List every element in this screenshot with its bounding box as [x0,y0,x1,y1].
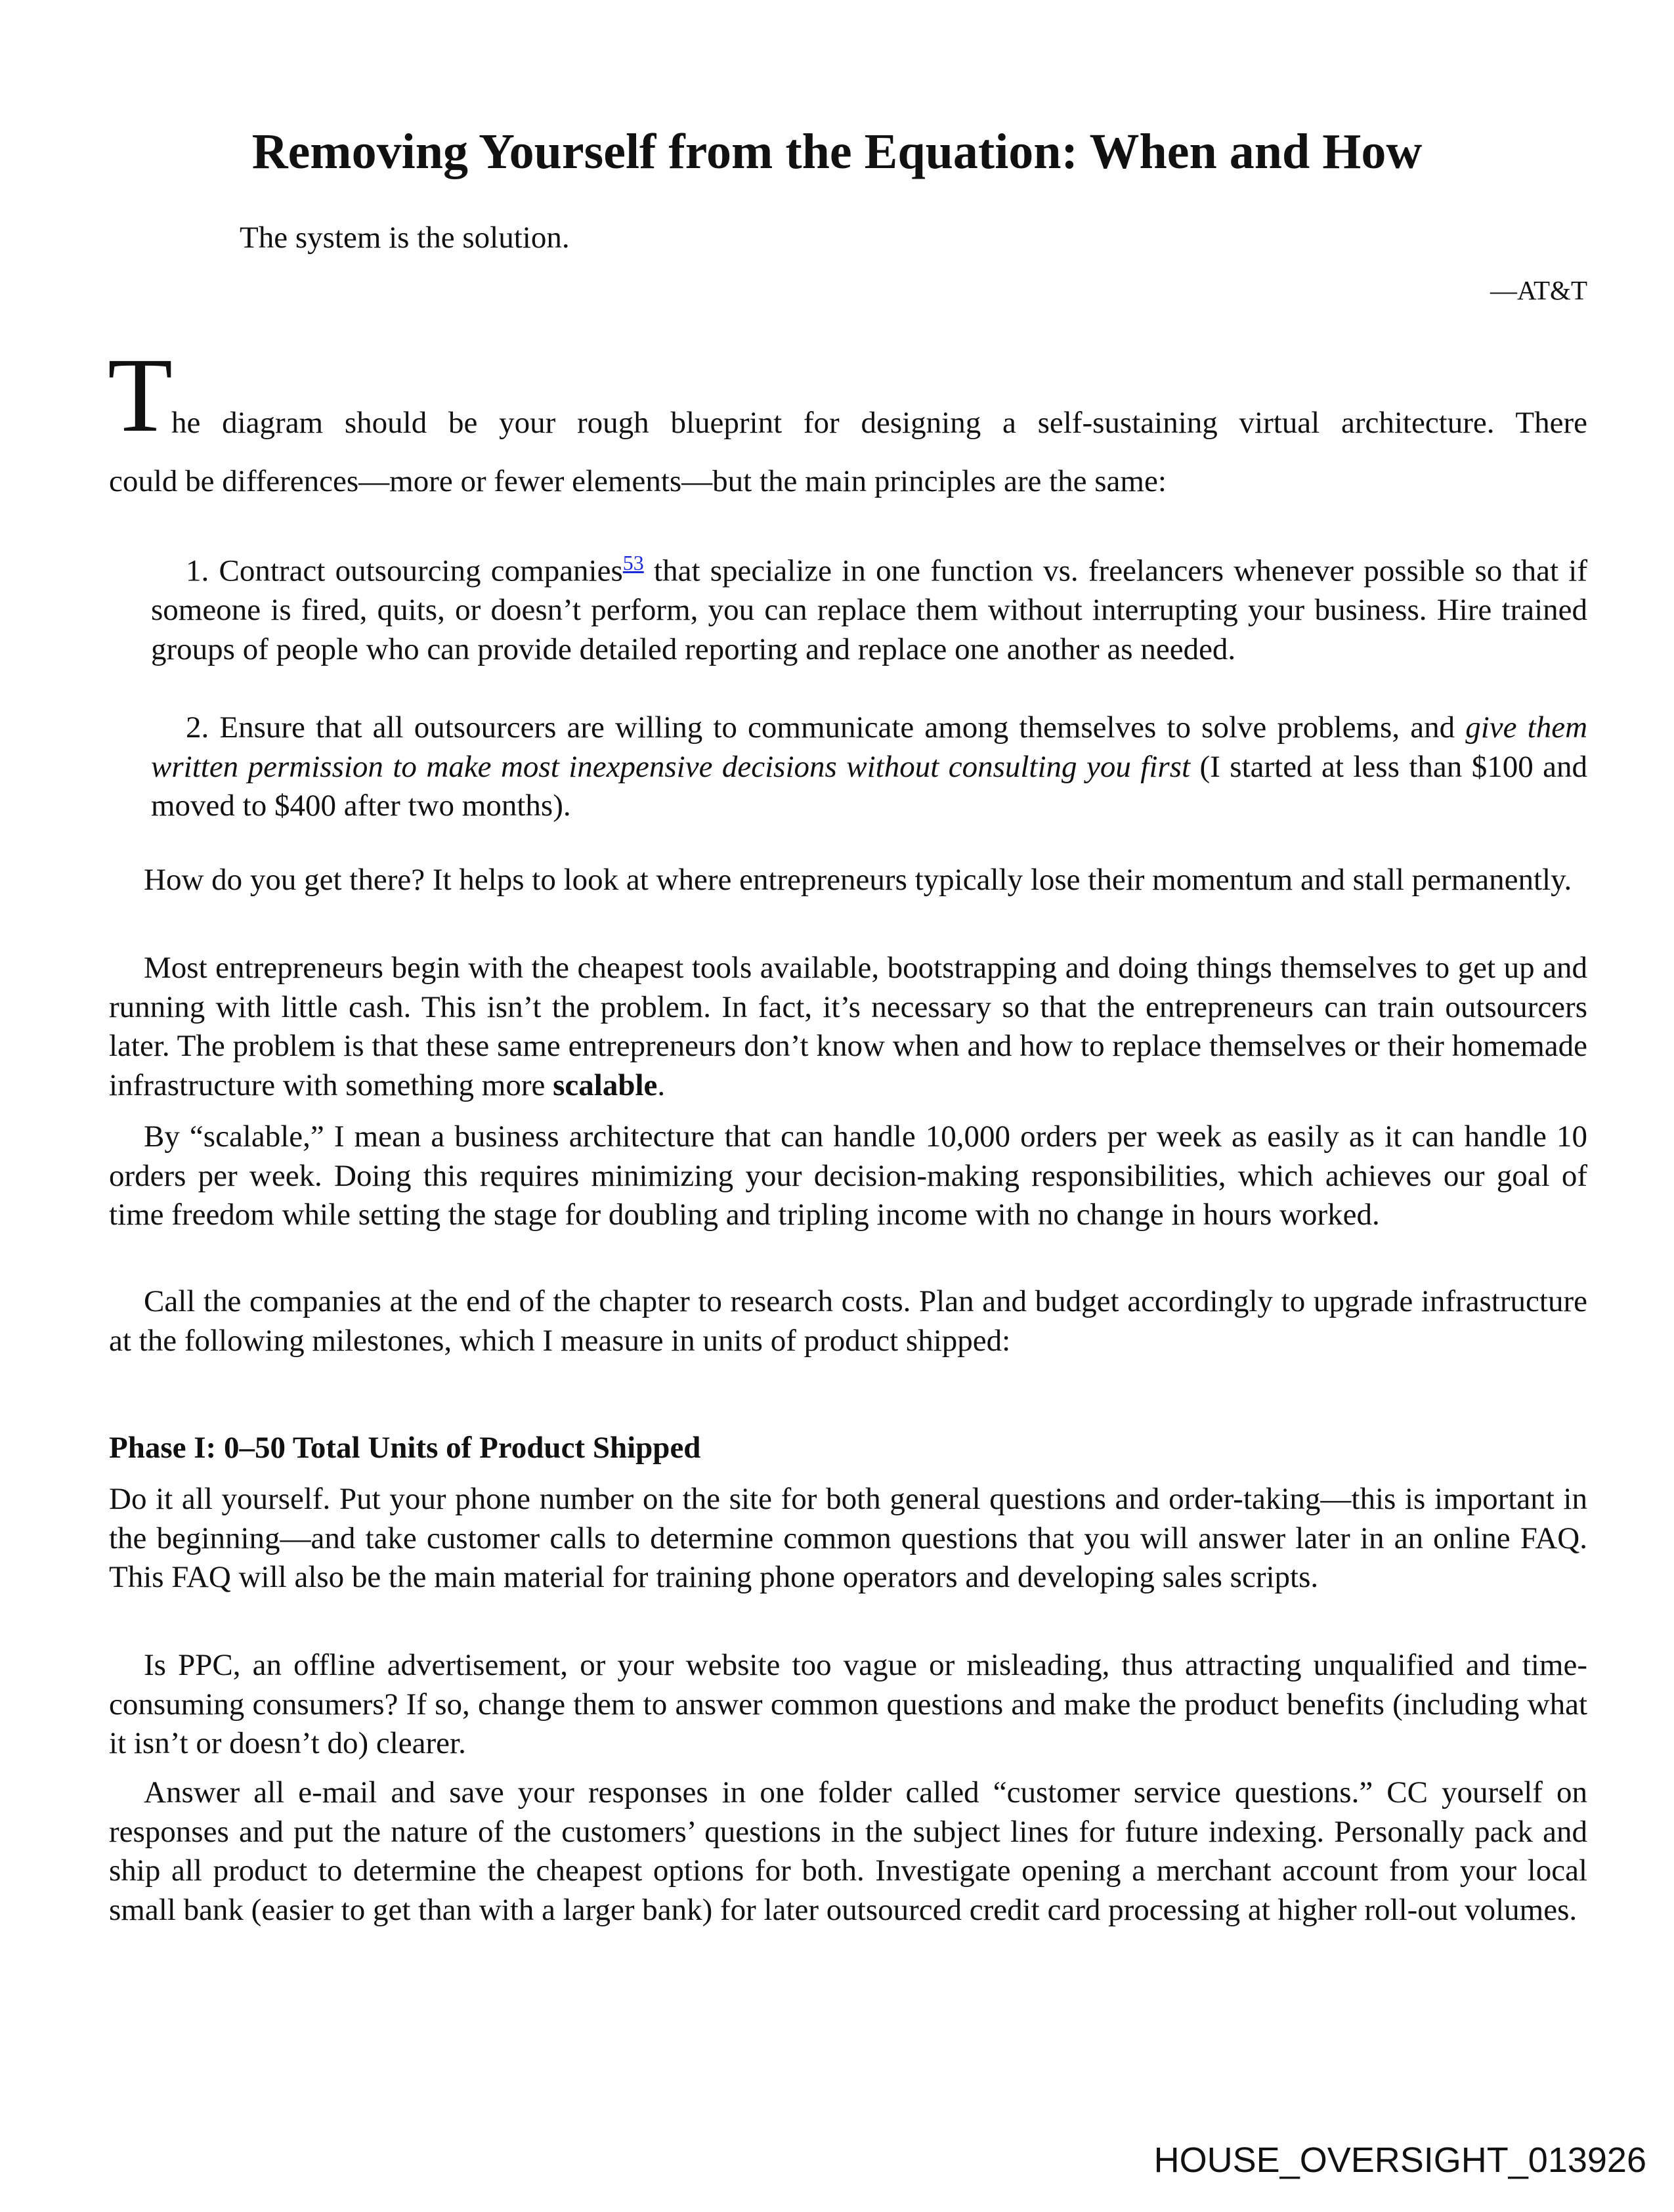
paragraph-most [109,949,1587,1105]
intro-line-2: could be differences—more or fewer elements—but the main principles are the same: [109,464,1167,498]
epigraph-quote: The system is the solution. [240,221,570,255]
emphasis-text: give them written permission to make most inexpensive decisions without consulting you first [151,710,1588,784]
paragraph-call: Call the companies at the end of the chapter to research costs. Plan and budget accordingly to upgrade infrastructure at the following milestones, which I measure in units of product shipped: [109,1284,1587,1358]
paragraph-phase1-2: Is PPC, an offline advertisement, or your website too vague or misleading, thus attracting unqualified and time-consuming consumers? If so, change them to answer common questions and make the product benefits (including what it isn’t or doesn’t do) clearer. [109,1648,1587,1760]
list-item-text: that specialize in one function vs. freelancers whenever possible so that if someone is fired, quits, or doesn’t perform, you can replace them without interrupting your business. Hire trained groups of people who can provide detailed reporting and replace one another as needed. [151,553,1587,666]
list-item [151,542,1587,669]
footnote-link[interactable]: 53 [622,551,644,575]
paragraph-text: Most entrepreneurs begin with the cheapest tools available, bootstrapping and doing things themselves to get up and running with little cash. This isn’t the problem. In fact, it’s necessary so that the entrepreneurs can train outsourcers later. The problem is that these same entrepreneurs don’t know when and how to replace themselves or their homemade infrastructure with something more [109,951,1587,1102]
paragraph-text: . [657,1068,666,1102]
epigraph-attribution: —AT&T [1490,275,1587,305]
paragraph-scalable: By “scalable,” I mean a business architecture that can handle 10,000 orders per week as easily as it can handle 10 orders per week. Doing this requires minimizing your decision-making responsibilities, which achieves our goal of time freedom while setting the stage for doubling and tripling income with no change in hours worked. [109,1119,1587,1232]
drop-cap: T [108,337,173,454]
list-item-text: 2. Ensure that all outsourcers are willing to communicate among themselves to solve problems, and [186,710,1466,745]
chapter-title: Removing Yourself from the Equation: When and How [251,124,1423,179]
section-heading: Phase I: 0–50 Total Units of Product Shipped [109,1431,701,1465]
intro-line-1: he diagram should be your rough blueprint for designing a self-sustaining virtual architecture. There [171,406,1587,440]
paragraph-phase1-1: Do it all yourself. Put your phone number on the site for both general questions and order-taking—this is important in the beginning—and take customer calls to determine common questions that you will answer later in an online FAQ. This FAQ will also be the main material for training phone operators and developing sales scripts. [109,1482,1587,1594]
bates-stamp: HOUSE_OVERSIGHT_013926 [1153,2140,1646,2180]
paragraph-how: How do you get there? It helps to look at where entrepreneurs typically lose their momentum and stall permanently. [144,863,1572,897]
list-item-text: (I started at less than $100 and moved to $400 after two months). [151,749,1588,823]
paragraph-phase1-3: Answer all e-mail and save your responses in one folder called “customer service questions.” CC yourself on responses and put the nature of the customers’ questions in the subject lines for future indexing. Personally pack and ship all product to determine the cheapest options for both. Investigate opening a merchant account from your local small bank (easier to get than with a larger bank) for later outsourced credit card processing at higher roll-out volumes. [109,1775,1587,1927]
list-item-text: 1. Contract outsourcing companies [186,553,623,588]
list-item [151,708,1587,826]
bold-term: scalable [553,1068,658,1102]
